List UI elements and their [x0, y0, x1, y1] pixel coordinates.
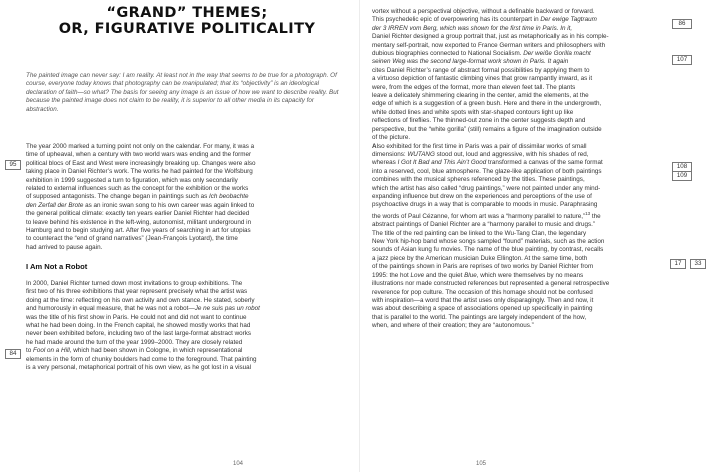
left-paragraph-1: The year 2000 marked a turning point not only on the calendar. For many, it was a time of upheaval, when a century with two world wars was ending and the former political blocs of East and West were increasingly breaking up. Changes were also taking place in Daniel Richter’s work. The works he had painted for the Wolfsburg exhibition in 1999 suggested a turn to figuration, which was only secondarily related to external influences such as the concept for the exhibition or the works of supposed antagonists. The change began in paintings such as Ich beobachte den Zerfall der Brote as an ironic swan song to his own career was again linked to the general political climate: exactly ten years earlier Daniel Richter had decided to leave behind his existence in the left-wing, autonomist, militant underground in Hamburg and to begin studying art. After five years of searching in art for utopias to counteract the “end of grand narratives” (Jean-François Lyotard), the time had arrived to pause again. — [26, 143, 256, 251]
gutter — [359, 0, 360, 472]
margin-ref-84[interactable]: 84 — [5, 349, 21, 359]
section-heading: I Am Not a Robot — [26, 262, 88, 271]
margin-ref-86[interactable]: 86 — [672, 19, 692, 29]
right-column-text: vortex without a perspectival objective, without a definable backward or forward. This psychedelic epic of overpowering has its counterpart in Der ewige Tagtraum der 3 IRREN vom Berg, which was shown for the first time in Paris. In it, Daniel Richter designed a group portrait that, just as metaphorically as in his comple- mentary self-portrait, now exported to France German writers and philosophers with dubious biographies connected to National Socialism. Der weiße Gorilla macht seinen Weg was the second large-format work shown in Paris. It again cites Daniel Richter’s range of abstract formal possibilities by applying them to a virtuoso depiction of fantastic climbing vines that grow rampantly inward, as it were, from the edges of the format, more than eleven feet tall. The plants leave a delicately shimmering clearing in the center, amid the elements, at the edge of which is a suggestion of a green bush. Here and there in the undergrowth, white dotted lines and white spots with star-shaped contours light up like reflections of fireflies. The thinned-out zone in the center suggests depth and perspective, but the “white gorilla” (still) remains a figure of the imagination outside of the picture. Also exhibited for the first time in Paris was a pair of dissimilar works of small dimensions: WUTANG stood out, loud and aggressive, with his shades of red, whereas I Got It Bad and This Ain’t Good transformed a canvas of the same format into a reserved, cool, blue atmosphere. The glaze-like application of both paintings combines with the musical spheres referenced by the titles. These paintings, which the artist has also called “drug paintings,” were not painted under any mind- expanding influence but drew on the experiences and perceptions of the use of psychoactive drugs in a way that is comparable to moods in music. Paraphrasing the words of Paul Cézanne, for whom art was a “harmony parallel to nature,”$^{13}$ the abstract paintings of Daniel Richter are a “harmony parallel to music and drugs.” The title of the red painting can be linked to the Wu-Tang Clan, the legendary New York hip-hop band whose songs sampled “found” materials, such as the action sounds of Asian kung fu movies. The name of the blue painting, by contrast, recalls a jazz piece by the American musician Duke Ellington. At the same time, both of the paintings shown in Paris are reprises of two works by Daniel Richter from 1995: the hot Love and the quiet Blue, which were themselves by no means illustrations nor made constructed references but represented a general retrospective reverence for pop culture. The occasion of this homage should not be confused with inspiration—a word that the artist uses only disparagingly. Then and now, it was about describing a space of associations opened up specifically in painting that is parallel to the world. The paintings are largely independent of the how, when, and where of their creation; they are “autonomous.” — [372, 8, 610, 330]
margin-ref-33[interactable]: 33 — [690, 259, 706, 269]
chapter-title-line2: OR, FIGURATIVE POLITICALITY — [58, 21, 316, 37]
margin-ref-95[interactable]: 95 — [5, 160, 21, 170]
margin-ref-108[interactable]: 108 — [672, 162, 692, 172]
margin-ref-109[interactable]: 109 — [672, 171, 692, 181]
left-paragraph-2: In 2000, Daniel Richter turned down most invitations to group exhibitions. The first two of his three exhibitions that year represent precisely what the artist was doing at the time: reflecting on his own activity and own stance. He stated, soberly and humorously in equal measure, that he was not a robot—Je ne suis pas un robot was the title of his first show in Paris. He could not and did not want to continue what he had been doing. In the French capital, he showed mostly works that had never been exhibited before, including two of the last large-format abstract works he had made around the turn of the year 1999–2000. They are closely related to Fool on a Hill, which had been shown in Cologne, in which representational elements in the form of chunky boulders had come to the foreground. That painting is a very personal, metaphorical portrait of his own view, as he got lost in a visual — [26, 280, 260, 372]
page-number-right: 105 — [476, 461, 487, 467]
margin-ref-107[interactable]: 107 — [672, 55, 692, 65]
chapter-title-line1: “GRAND” THEMES; — [106, 5, 268, 21]
intro-epigraph: The painted image can never say: I am reality. At least not in the way that seems to be true for a photograph. Of course, everyone today knows that photography can be manipulated; that its “objectivity” is an ideological declaration of faith—so what? The basis for seeing any image is an issue of how we want to describe reality. But because the painted image does not claim to be reality, it is superior to all other media in its capacity for abstraction. — [26, 72, 339, 113]
margin-ref-17[interactable]: 17 — [670, 259, 686, 269]
page-number-left: 104 — [233, 461, 244, 467]
chapter-title — [22, 5, 352, 37]
